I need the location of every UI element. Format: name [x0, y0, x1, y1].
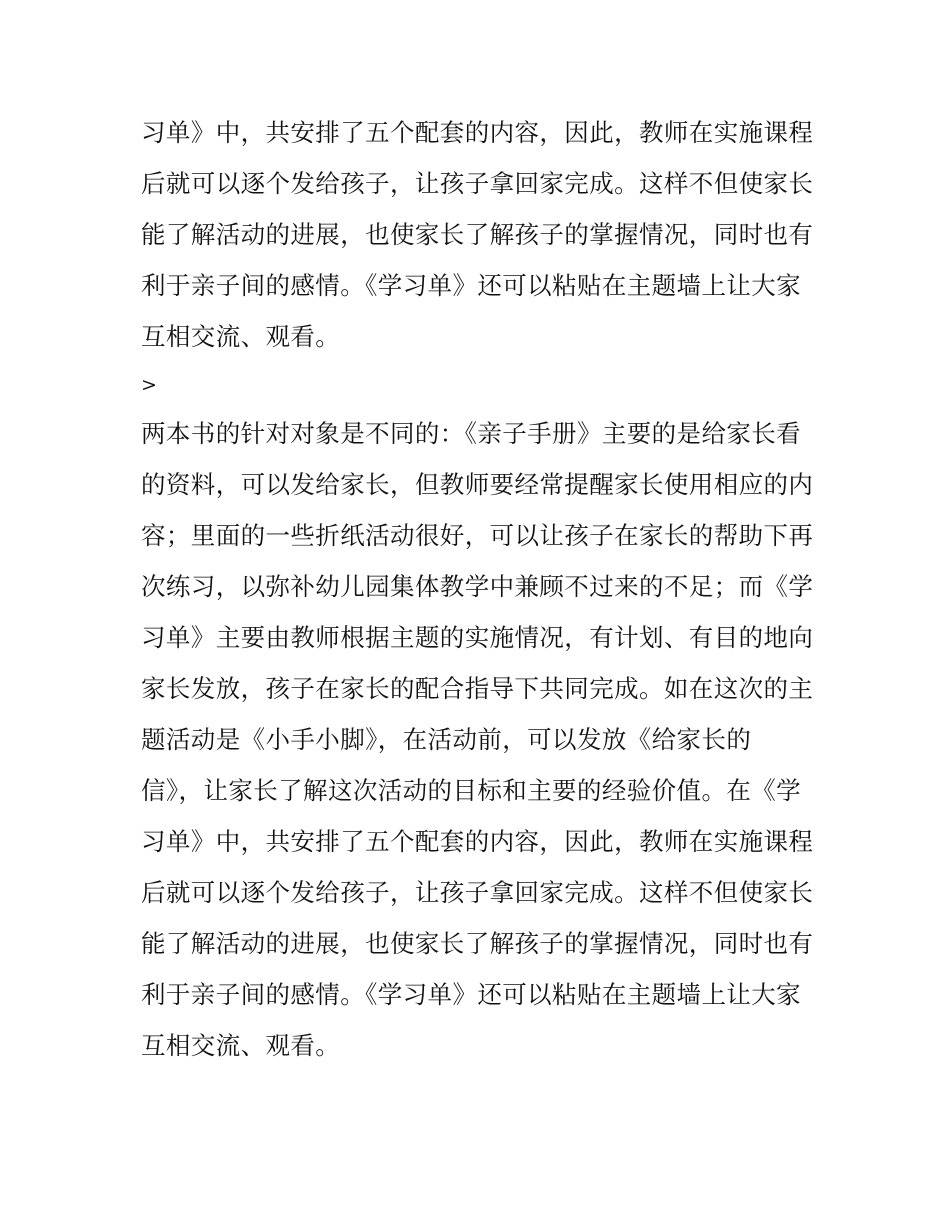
- text-line: 题活动是《小手小脚》，在活动前，可以发放《给家长的: [141, 725, 752, 754]
- section-marker: >: [141, 374, 158, 396]
- text-line: 互相交流、观看。: [141, 1031, 341, 1060]
- text-line: 习单》中，共安排了五个配套的内容，因此，教师在实施课程: [141, 118, 814, 147]
- document-body: [141, 107, 831, 1071]
- text-line: 能了解活动的进展，也使家长了解孩子的掌握情况，同时也有: [141, 929, 814, 958]
- text-line: 容；里面的一些折纸活动很好，可以让孩子在家长的帮助下再: [141, 521, 814, 550]
- text-line: 习单》主要由教师根据主题的实施情况，有计划、有目的地向: [141, 623, 814, 652]
- text-line: 后就可以逐个发给孩子，让孩子拿回家完成。这样不但使家长: [141, 878, 814, 907]
- text-line: 次练习，以弥补幼儿园集体教学中兼顾不过来的不足；而《学: [141, 572, 814, 601]
- text-line: 信》，让家长了解这次活动的目标和主要的经验价值。在《学: [141, 776, 802, 805]
- text-line: 家长发放，孩子在家长的配合指导下共同完成。如在这次的主: [141, 674, 814, 703]
- text-line: 习单》中，共安排了五个配套的内容，因此，教师在实施课程: [141, 827, 814, 856]
- text-line: 利于亲子间的感情。《学习单》还可以粘贴在主题墙上让大家: [141, 980, 802, 1009]
- text-line: 两本书的针对对象是不同的：《亲子手册》主要的是给家长看: [141, 419, 802, 448]
- text-line: 能了解活动的进展，也使家长了解孩子的掌握情况，同时也有: [141, 220, 814, 249]
- text-line: 的资料，可以发给家长，但教师要经常提醒家长使用相应的内: [141, 470, 814, 499]
- text-line: 利于亲子间的感情。《学习单》还可以粘贴在主题墙上让大家: [141, 271, 802, 300]
- text-line: 后就可以逐个发给孩子，让孩子拿回家完成。这样不但使家长: [141, 169, 814, 198]
- text-line: 互相交流、观看。: [141, 322, 341, 351]
